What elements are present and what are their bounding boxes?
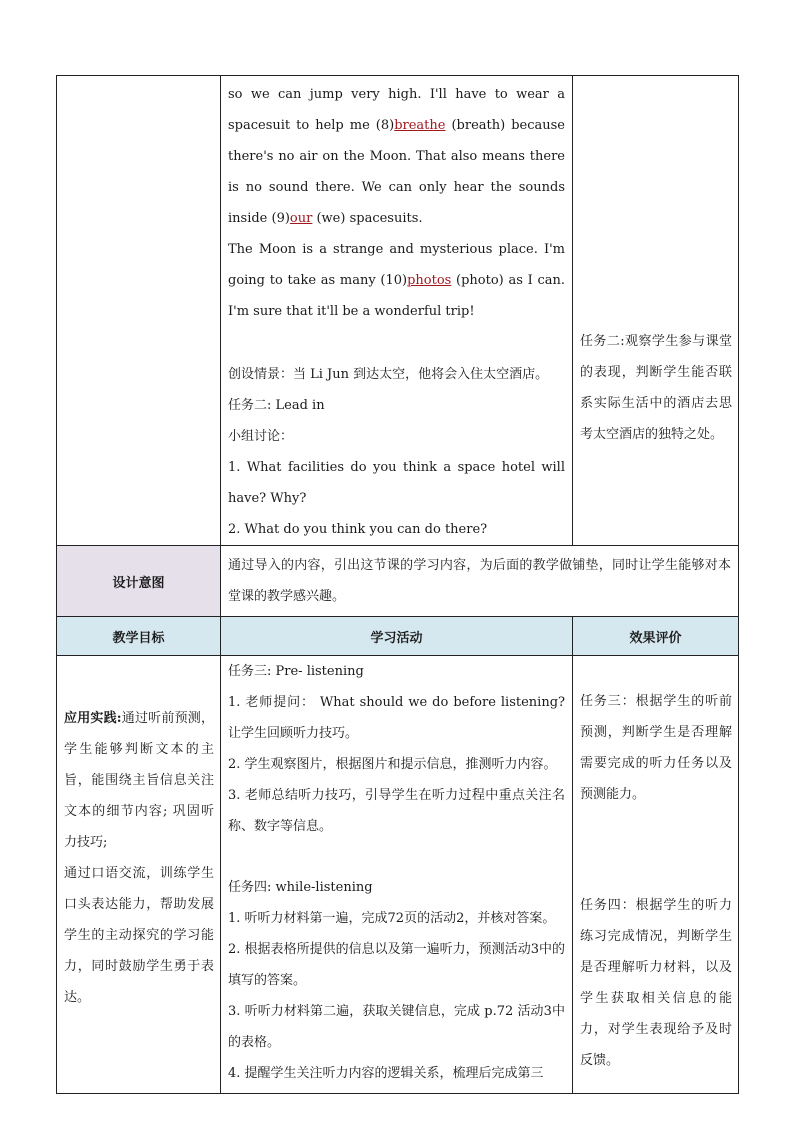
- answer-10: photos: [407, 273, 452, 288]
- passage-text: so we can jump very high. I'll have to wear a spacesuit to help me (8): [228, 87, 565, 133]
- design-intent-label: 设计意图: [57, 546, 221, 617]
- task-3-step-1: 1. 老师提问： What should we do before listening? 让学生回顾听力技巧。: [228, 695, 565, 741]
- passage-paragraph-2: [228, 234, 565, 327]
- header-goal: 教学目标: [57, 617, 221, 656]
- answer-9: our: [289, 211, 313, 226]
- lesson-plan-page: [56, 75, 738, 1094]
- goal-text-1: [64, 703, 214, 858]
- passage-text: (breath) because there's no air on the Moon. That also means there is no sound there. We can only hear the sounds inside (9): [228, 118, 565, 226]
- eval-cell: [573, 76, 739, 546]
- passage-text: (photo) as I can. I'm sure that it'll be a wonderful trip!: [228, 273, 565, 319]
- task-3-title: 任务三: Pre- listening: [228, 664, 364, 679]
- passage-paragraph-1: [228, 79, 565, 234]
- question-2: 2. What do you think you can do there?: [228, 522, 488, 537]
- goal-cell-empty: [57, 76, 221, 546]
- header-eval: 效果评价: [573, 617, 739, 656]
- task-3-step-3: 3. 老师总结听力技巧，引导学生在听力过程中重点关注名称、数字等信息。: [228, 788, 565, 834]
- task-4-step-4: 4. 提醒学生关注听力内容的逻辑关系，梳理后完成第三: [228, 1066, 544, 1081]
- table-row: [57, 656, 739, 1094]
- header-activity: 学习活动: [221, 617, 573, 656]
- answer-8: breathe: [394, 118, 446, 133]
- lesson-plan-table: [56, 75, 739, 1094]
- task-3-step-2: 2. 学生观察图片，根据图片和提示信息，推测听力内容。: [228, 757, 557, 772]
- table-row: [57, 546, 739, 617]
- eval-task-2: 任务二:观察学生参与课堂的表现，判断学生能否联系实际生活中的酒店去思考太空酒店的独特之处。: [580, 334, 732, 442]
- table-row: [57, 76, 739, 546]
- activity-cell: [221, 76, 573, 546]
- task-4-title: 任务四: while-listening: [228, 880, 373, 895]
- table-header-row: [57, 617, 739, 656]
- eval-task-3: 任务三：根据学生的听前预测，判断学生是否理解需要完成的听力任务以及预测能力。: [580, 694, 732, 802]
- activity-cell: [221, 656, 573, 1094]
- eval-task-4: 任务四：根据学生的听力练习完成情况，判断学生是否理解听力材料，以及学生获取相关信息的能力，对学生表现给予及时反馈。: [580, 898, 732, 1068]
- task-4-step-3: 3. 听听力材料第二遍，获取关键信息，完成 p.72 活动3中的表格。: [228, 1004, 565, 1050]
- design-intent-text: 通过导入的内容，引出这节课的学习内容，为后面的教学做铺垫，同时让学生能够对本堂课的教学感兴趣。: [221, 546, 739, 617]
- passage-text: (we) spacesuits.: [312, 211, 423, 226]
- passage-text: The Moon is a strange and mysterious place. I'm going to take as many (10): [228, 242, 565, 288]
- goal-text-2: 通过口语交流，训练学生口头表达能力，帮助发展学生的主动探究的学习能力，同时鼓励学生勇于表达。: [64, 866, 214, 1005]
- group-discussion-label: 小组讨论：: [228, 429, 294, 444]
- task-4-step-1: 1. 听听力材料第一遍，完成72页的活动2，并核对答案。: [228, 911, 556, 926]
- scene-text: 创设情景：当 Li Jun 到达太空，他将会入住太空酒店。: [228, 367, 549, 382]
- eval-cell: [573, 656, 739, 1094]
- goal-text: 通过听前预测，学生能够判断文本的主旨，能围绕主旨信息关注文本的细节内容; 巩固听力技巧;: [64, 711, 214, 850]
- goal-cell: [57, 656, 221, 1094]
- task-2-title: 任务二: Lead in: [228, 398, 325, 413]
- question-1: 1. What facilities do you think a space hotel will have? Why?: [228, 460, 565, 506]
- task-4-step-2: 2. 根据表格所提供的信息以及第一遍听力，预测活动3中的填写的答案。: [228, 942, 565, 988]
- goal-bold-label: 应用实践:: [64, 711, 122, 726]
